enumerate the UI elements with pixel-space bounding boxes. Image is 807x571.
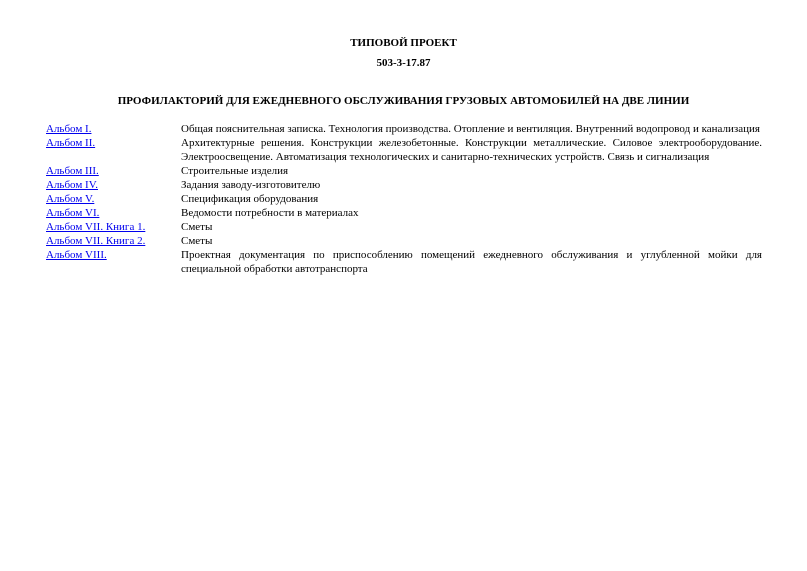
project-number: 503-3-17.87	[376, 57, 431, 69]
album-row	[46, 206, 762, 220]
album-description: Сметы	[181, 235, 213, 247]
album-link-3[interactable]: Альбом III.	[46, 165, 99, 177]
album-row	[46, 192, 762, 206]
document-title: ТИПОВОЙ ПРОЕКТ	[350, 37, 457, 49]
album-row	[46, 164, 762, 178]
album-list	[46, 122, 762, 276]
album-description: Архитектурные решения. Конструкции железобетонные. Конструкции металлические. Силовое электрооборудование. Электроосвещение. Автоматизация технологических и санитарно-технических устройств. Связь и сигнализация	[181, 137, 762, 163]
album-row	[46, 136, 762, 164]
album-link-5[interactable]: Альбом V.	[46, 193, 95, 205]
album-row	[46, 220, 762, 234]
album-description: Спецификация оборудования	[181, 193, 319, 205]
album-link-7-book-2[interactable]: Альбом VII. Книга 2.	[46, 235, 146, 247]
album-description: Сметы	[181, 221, 213, 233]
album-row	[46, 248, 762, 276]
album-row	[46, 234, 762, 248]
album-description: Проектная документация по приспособлению помещений ежедневного обслуживания и углубленной мойки для специальной обработки автотранспорта	[181, 249, 762, 275]
album-description: Ведомости потребности в материалах	[181, 207, 359, 219]
album-description: Задания заводу-изготовителю	[181, 179, 321, 191]
album-link-6[interactable]: Альбом VI.	[46, 207, 100, 219]
album-row	[46, 122, 762, 136]
album-link-7-book-1[interactable]: Альбом VII. Книга 1.	[46, 221, 146, 233]
project-subject: ПРОФИЛАКТОРИЙ ДЛЯ ЕЖЕДНЕВНОГО ОБСЛУЖИВАНИЯ ГРУЗОВЫХ АВТОМОБИЛЕЙ НА ДВЕ ЛИНИИ	[117, 95, 690, 107]
album-description: Общая пояснительная записка. Технология производства. Отопление и вентиляция. Внутренний водопровод и канализация	[181, 123, 760, 135]
album-description: Строительные изделия	[181, 165, 289, 177]
album-row	[46, 178, 762, 192]
album-link-2[interactable]: Альбом II.	[46, 137, 96, 149]
album-link-1[interactable]: Альбом I.	[46, 123, 92, 135]
album-link-4[interactable]: Альбом IV.	[46, 179, 98, 191]
album-link-8[interactable]: Альбом VIII.	[46, 249, 107, 261]
